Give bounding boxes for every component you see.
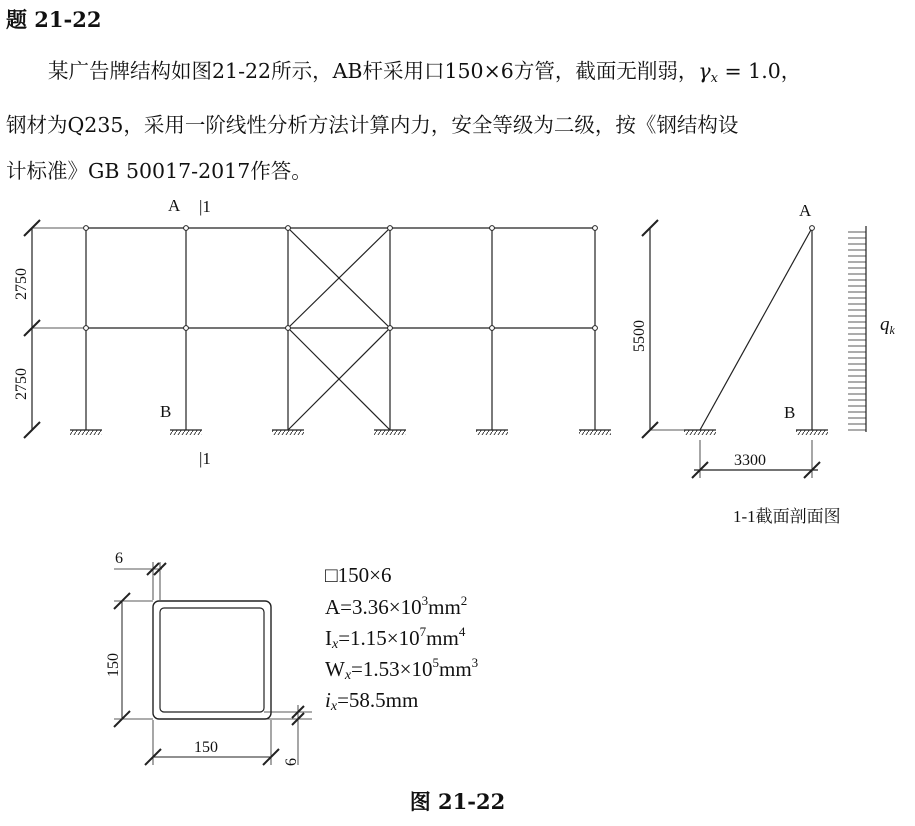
section-label-A: A — [799, 201, 812, 220]
prop-radius: ix=58.5mm — [325, 688, 419, 714]
elevation-labels — [13, 196, 211, 468]
section-mark-bottom: |1 — [199, 449, 211, 468]
wind-load — [848, 226, 866, 432]
label-B: B — [160, 402, 172, 421]
dim-thickness-right: 6 — [283, 758, 300, 766]
dim-height: 5500 — [631, 320, 648, 352]
dim-base: 3300 — [734, 452, 766, 469]
prop-inertia: $Ix=1.15\times 10^7mm^4$ — [325, 624, 466, 652]
section-1-1-view — [642, 220, 866, 478]
dim-upper: 2750 — [13, 268, 30, 300]
dim-tube-height: 150 — [105, 653, 122, 677]
section-properties — [325, 563, 478, 714]
prop-modulus: $Wx=1.53\times 10^5mm^3$ — [325, 655, 479, 683]
section-mark-top: |1 — [199, 197, 211, 216]
dim-lower: 2750 — [13, 368, 30, 400]
gamma-symbol: γ — [698, 59, 711, 83]
dim-tube-width: 150 — [194, 739, 218, 756]
gamma-value: = 1.0， — [717, 59, 802, 83]
section-label-B: B — [784, 403, 796, 422]
ground-supports — [70, 430, 611, 435]
inclined-strut — [700, 228, 812, 430]
prop-area: $A=3.36\times 10^3mm^2$ — [325, 593, 468, 619]
prop-name: □150×6 — [325, 563, 392, 587]
problem-title: 题 21-22 — [6, 7, 102, 32]
section-caption: 1-1截面剖面图 — [733, 507, 841, 526]
label-A: A — [168, 196, 181, 215]
statement-line-2: 钢材为Q235，采用一阶线性分析方法计算内力，安全等级为二级，按《钢结构设 — [6, 113, 739, 137]
load-label: $q_k$ — [880, 314, 895, 337]
gamma-subscript: x — [710, 71, 718, 86]
figure-caption: 图 21-22 — [409, 789, 506, 814]
tube-cross-section — [114, 562, 312, 765]
statement-line-3: 计标准》GB 50017-2017作答。 — [6, 159, 312, 183]
dim-thickness-top: 6 — [115, 550, 123, 567]
statement-text-1: 某广告牌结构如图21-22所示，AB杆采用口150×6方管，截面无削弱， — [48, 59, 699, 83]
elevation-view — [24, 220, 611, 438]
